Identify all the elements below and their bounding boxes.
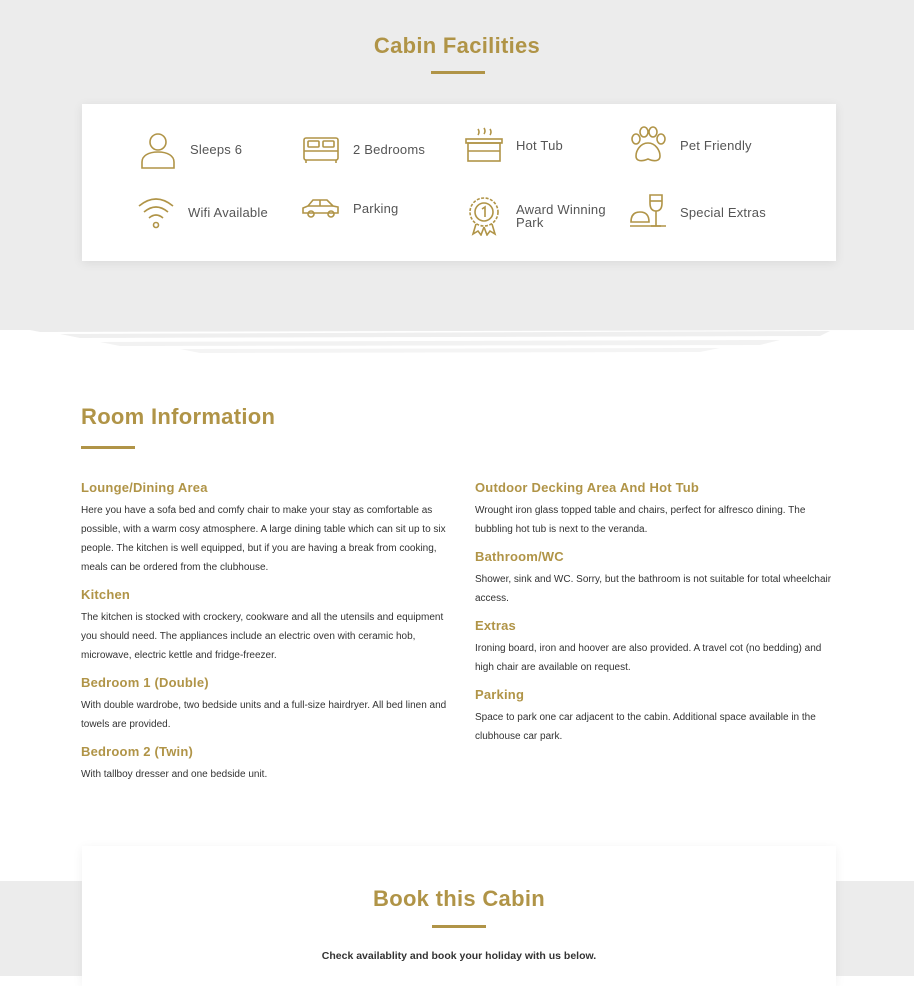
booking-subtitle: Check availablity and book your holiday with us below. <box>321 950 597 962</box>
rooms-title-underline <box>81 446 135 449</box>
room-description: Ironing board, iron and hoover are also provided. A travel cot (no bedding) and high chair are available on request. <box>475 643 822 673</box>
room-decking <box>475 480 837 539</box>
facilities-title: Cabin Facilities <box>373 33 541 58</box>
facility-label: Pet Friendly <box>680 137 752 153</box>
room-parking <box>475 687 837 746</box>
room-description: With tallboy dresser and one bedside unit. <box>81 769 268 780</box>
booking-title: Book this Cabin <box>373 886 545 911</box>
room-bedroom-1 <box>81 675 451 734</box>
paw-icon <box>628 125 668 165</box>
booking-title-underline <box>432 925 486 928</box>
room-kitchen <box>81 587 451 665</box>
room-bedroom-2 <box>81 744 451 784</box>
facility-sleeps <box>138 129 242 169</box>
facility-special-extras <box>628 192 766 232</box>
room-heading: Kitchen <box>81 587 131 602</box>
room-bathroom <box>475 549 837 608</box>
booking-card <box>82 846 836 986</box>
room-description: Shower, sink and WC. Sorry, but the bathroom is not suitable for total wheelchair access. <box>475 574 832 604</box>
extras-icon <box>628 192 668 232</box>
room-heading: Bedroom 1 (Double) <box>81 675 209 690</box>
facility-hot-tub <box>464 125 563 165</box>
room-heading: Bathroom/WC <box>475 549 564 564</box>
room-description: Wrought iron glass topped table and chairs, perfect for alfresco dining. The bubbling hot tub is next to the veranda. <box>475 505 806 535</box>
award-icon <box>464 196 504 236</box>
rooms-right-column <box>475 480 837 756</box>
room-description: Space to park one car adjacent to the cabin. Additional space available in the clubhouse car park. <box>475 712 816 742</box>
room-heading: Bedroom 2 (Twin) <box>81 744 194 759</box>
car-icon <box>301 188 341 228</box>
brush-divider <box>0 318 914 358</box>
room-heading: Lounge/Dining Area <box>81 480 208 495</box>
facility-label: Wifi Available <box>188 204 268 220</box>
room-extras <box>475 618 837 677</box>
facility-label <box>516 203 606 229</box>
facility-wifi <box>136 192 268 232</box>
facility-parking <box>301 188 398 228</box>
hot-tub-icon <box>464 125 504 165</box>
room-lounge <box>81 480 451 577</box>
room-description: The kitchen is stocked with crockery, cookware and all the utensils and equipment you should need. The appliances include an electric oven with ceramic hob, microwave, electric kettle and fridge-freezer. <box>81 612 444 661</box>
facility-label-line2: Park <box>516 215 544 230</box>
facility-label: Hot Tub <box>516 137 563 153</box>
room-heading: Extras <box>475 618 516 633</box>
facility-pet-friendly <box>628 125 752 165</box>
wifi-icon <box>136 192 176 232</box>
bed-icon <box>301 129 341 169</box>
facility-label: Sleeps 6 <box>190 141 243 157</box>
facility-label: 2 Bedrooms <box>353 141 426 157</box>
person-icon <box>138 129 178 169</box>
facilities-title-underline <box>431 71 485 74</box>
room-description: With double wardrobe, two bedside units and a full-size hairdryer. All bed linen and towels are provided. <box>81 700 447 730</box>
room-description: Here you have a sofa bed and comfy chair to make your stay as comfortable as possible, with a warm cosy atmosphere. A large dining table which can sit up to six people. The kitchen is well equipped, but if you are having a break from cooking, meals can be ordered from the clubhouse. <box>81 505 446 573</box>
facilities-card <box>82 104 836 261</box>
room-heading: Parking <box>475 687 525 702</box>
facility-bedrooms <box>301 129 425 169</box>
facility-award <box>464 196 606 236</box>
rooms-left-column <box>81 480 451 794</box>
rooms-title: Room Information <box>81 404 276 429</box>
facility-label: Special Extras <box>680 204 766 220</box>
facility-label: Parking <box>353 200 399 216</box>
facility-label-line1: Award Winning <box>516 202 606 217</box>
room-heading: Outdoor Decking Area And Hot Tub <box>475 480 700 495</box>
